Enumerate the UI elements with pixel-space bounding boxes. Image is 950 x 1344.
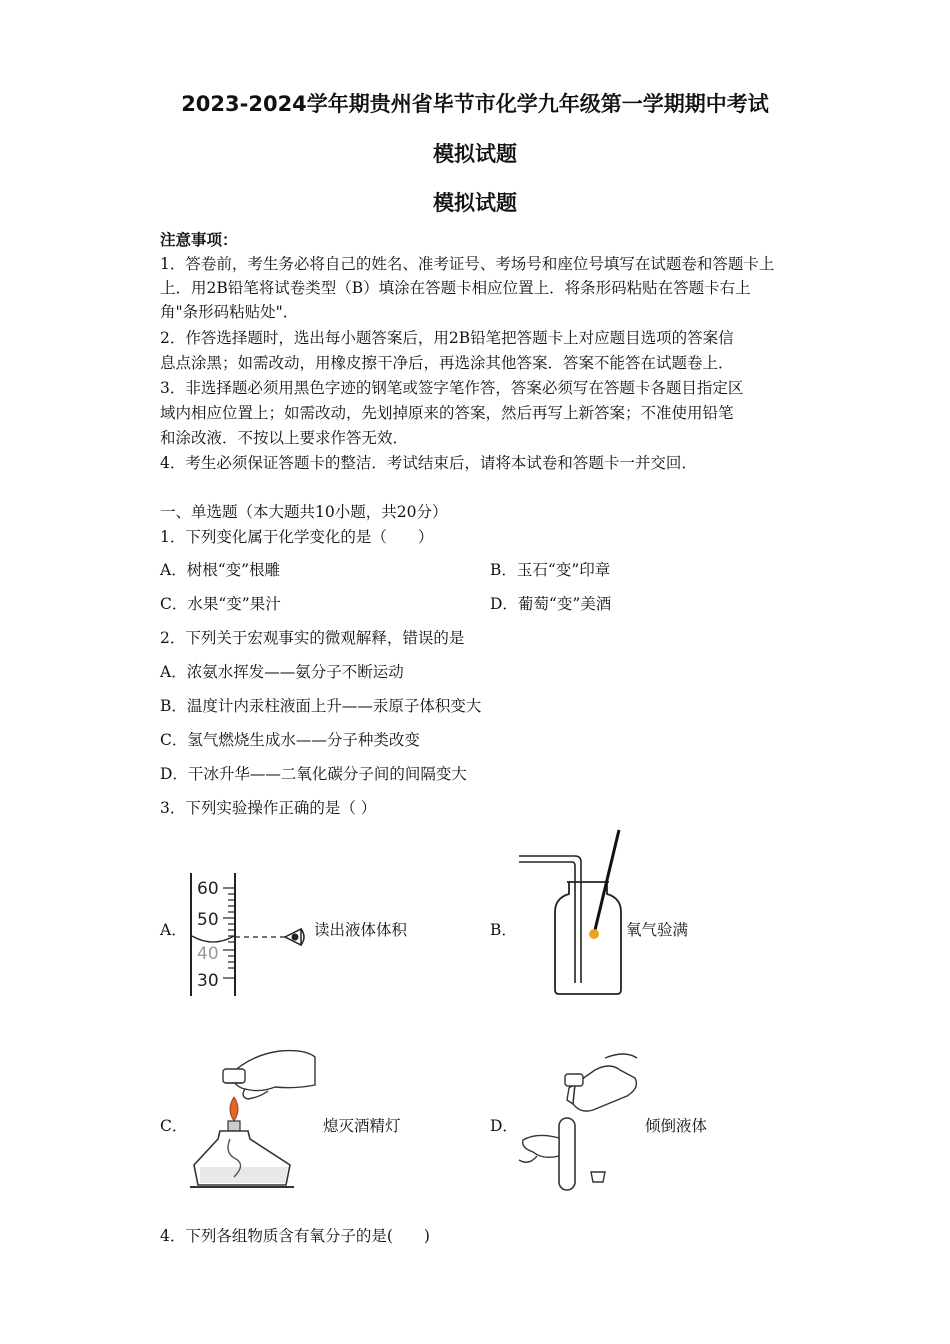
- q3-option-b-label: 氧气验满: [626, 921, 689, 939]
- graduated-cylinder-figure: [185, 868, 315, 1003]
- alcohol-lamp-figure: [190, 1045, 320, 1195]
- section-heading: 一、单选题（本大题共10小题，共20分）: [160, 503, 448, 521]
- notice-line: 2．作答选择题时，选出每小题答案后，用2B铅笔把答题卡上对应题目选项的答案信: [160, 329, 734, 347]
- notice-line: 1．答卷前，考生务必将自己的姓名、准考证号、考场号和座位号填写在试题卷和答题卡上: [160, 255, 775, 273]
- lamp-cap: [223, 1069, 245, 1083]
- exam-subtitle: 模拟试题: [433, 142, 517, 166]
- q3-option-d-letter: D．: [490, 1117, 518, 1135]
- q1-option-c: C．水果“变”果汁: [160, 595, 281, 613]
- q1-option-a: A．树根“变”根雕: [160, 561, 281, 579]
- q3-option-b-letter: B．: [490, 921, 517, 939]
- eye-icon: [285, 929, 304, 945]
- notice-line: 息点涂黑；如需改动，用橡皮擦干净后，再选涂其他答案．答案不能答在试题卷上．: [160, 354, 734, 372]
- q2-option-b: B．温度计内汞柱液面上升——汞原子体积变大: [160, 697, 482, 715]
- cylinder-tick-label: 30: [197, 971, 219, 991]
- notice-line: 上．用2B铅笔将试卷类型（B）填涂在答题卡相应位置上．将条形码粘贴在答题卡右上: [160, 279, 751, 297]
- notice-line: 域内相应位置上；如需改动，先划掉原来的答案，然后再写上新答案；不准使用铅笔: [160, 404, 734, 422]
- q3-option-a-letter: A．: [160, 921, 187, 939]
- cylinder-tick-label: 40: [197, 944, 219, 964]
- notice-line: 和涂改液．不按以上要求作答无效．: [160, 429, 409, 447]
- q2-option-a: A．浓氨水挥发——氨分子不断运动: [160, 663, 404, 681]
- q3-option-d-label: 倾倒液体: [645, 1117, 708, 1135]
- q2-option-d: D．干冰升华——二氧化碳分子间的间隔变大: [160, 765, 467, 783]
- question-3-stem: 3．下列实验操作正确的是（ ）: [160, 799, 377, 817]
- question-4-stem: 4．下列各组物质含有氧分子的是( ): [160, 1227, 430, 1245]
- q2-option-c: C．氢气燃烧生成水——分子种类改变: [160, 731, 420, 749]
- q1-option-b: B．玉石“变”印章: [490, 561, 611, 579]
- question-1-stem: 1．下列变化属于化学变化的是（ ）: [160, 528, 434, 546]
- notice-heading: 注意事项：: [160, 230, 238, 249]
- q1-option-d: D．葡萄“变”美酒: [490, 595, 612, 613]
- question-2-stem: 2．下列关于宏观事实的微观解释，错误的是: [160, 629, 465, 647]
- q3-option-c-letter: C．: [160, 1117, 188, 1135]
- exam-title: 2023-2024学年期贵州省毕节市化学九年级第一学期期中考试: [181, 92, 769, 116]
- notice-line: 角"条形码粘贴处"．: [160, 303, 299, 321]
- notice-line: 3．非选择题必须用黑色字迹的钢笔或签字笔作答，答案必须写在答题卡各题目指定区: [160, 379, 744, 397]
- notice-line: 4．考生必须保证答题卡的整洁．考试结束后，请将本试卷和答题卡一并交回．: [160, 454, 697, 472]
- pouring-liquid-figure: [515, 1048, 645, 1198]
- q3-option-a-label: 读出液体体积: [314, 921, 408, 939]
- gas-bottle-figure: [515, 828, 630, 1000]
- cylinder-tick-label: 60: [197, 879, 219, 899]
- exam-subtitle-repeat: 模拟试题: [433, 191, 517, 215]
- q3-option-c-label: 熄灭酒精灯: [323, 1117, 401, 1135]
- cylinder-tick-label: 50: [197, 910, 219, 930]
